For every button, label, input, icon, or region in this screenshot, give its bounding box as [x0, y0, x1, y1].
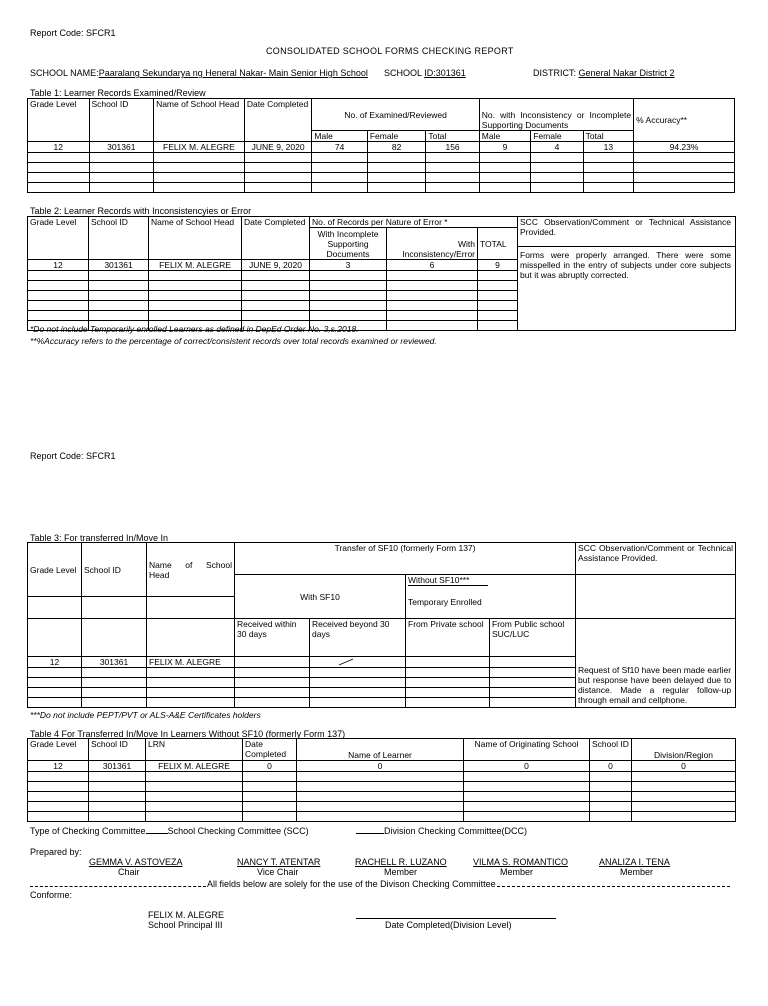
t1-head-in-total: Total [583, 131, 633, 142]
table-row [28, 802, 736, 812]
t1-head-accuracy: % Accuracy** [634, 99, 735, 142]
t3-head-school-id: School ID [82, 543, 147, 597]
t4-head-origin: Name of Originating School [464, 739, 590, 761]
t3-head-name: Name of School Head [147, 543, 235, 597]
t1-head: FELIX M. ALEGRE [154, 142, 245, 153]
t1-in-total: 13 [583, 142, 633, 153]
t1-grade: 12 [28, 142, 90, 153]
t2-head-grade: Grade Level [28, 217, 89, 260]
t1-head-inconsistency: No. with Inconsistency or Incomplete Supporting Documents [479, 99, 633, 131]
table2-note2: **%Accuracy refers to the percentage of correct/consistent records over total records examined or reviewed. [30, 336, 437, 346]
t3-head-public: From Public school SUC/LUC [490, 619, 576, 657]
district-label: DISTRICT: [533, 68, 579, 78]
table-row [28, 153, 735, 163]
table-row [28, 761, 736, 772]
t1-head-in-female: Female [531, 131, 583, 142]
table1 [27, 98, 735, 193]
t3-school-id: 301361 [82, 657, 147, 668]
t4-date: 0 [243, 761, 297, 772]
t1-in-male: 9 [479, 142, 530, 153]
division-divider [30, 879, 730, 889]
principal-title: School Principal III [148, 920, 223, 930]
table-row [28, 782, 736, 792]
t4-learner: 0 [297, 761, 464, 772]
table1-caption: Table 1: Learner Records Examined/Review [30, 88, 206, 98]
report-title: CONSOLIDATED SCHOOL FORMS CHECKING REPORT [266, 46, 514, 56]
t2-head-incomplete: With Incomplete Supporting Documents [310, 228, 387, 260]
t2-head: FELIX M. ALEGRE [149, 260, 242, 271]
table-row [28, 792, 736, 802]
table-row [28, 173, 735, 183]
t4-head-school-id2: School ID [590, 739, 632, 761]
school-id-row [384, 68, 466, 78]
t2-head-nature: No. of Records per Nature of Error * [310, 217, 518, 228]
conforme-label: Conforme: [30, 890, 73, 900]
t1-date: JUNE 9, 2020 [244, 142, 312, 153]
t1-head-grade: Grade Level [28, 99, 90, 142]
table4-caption: Table 4 For Transferred In/Move In Learners Without SF10 (formerly Form 137) [30, 729, 346, 739]
report-code: Report Code: SFCR1 [30, 28, 116, 38]
t2-incomplete: 3 [310, 260, 387, 271]
signatory-role: Vice Chair [257, 867, 299, 877]
t3-head: FELIX M. ALEGRE [147, 657, 235, 668]
t2-head-scc: SCC Observation/Comment or Technical Assistance Provided. [520, 217, 732, 237]
t4-head-lrn: LRN [146, 739, 243, 761]
t2-head-school-id: School ID [89, 217, 149, 260]
committee-type-row [30, 826, 309, 836]
school-name-row [30, 68, 368, 78]
signatory-name: VILMA S. ROMANTICO [473, 857, 569, 867]
table2-note1: *Do not include Temporarily enrolled Learners as defined in DepEd Order No. 3,s.2018. [30, 324, 359, 334]
t2-head-inconsistency: With Inconsistency/Error [387, 228, 478, 260]
t3-head-without-sf10: Without SF10*** [408, 575, 488, 586]
t1-head-name: Name of School Head [154, 99, 245, 142]
t4-grade: 12 [28, 761, 89, 772]
t4-lrn: FELIX M. ALEGRE [146, 761, 243, 772]
t1-head-school-id: School ID [89, 99, 154, 142]
district-row [533, 68, 675, 78]
t3-slash-cell [310, 657, 406, 668]
signatory-name: ANALIZA I. TENA [599, 857, 670, 867]
t1-ex-female: 82 [367, 142, 425, 153]
table3-note: ***Do not include PEPT/PVT or ALS-A&E Certificates holders [30, 710, 261, 720]
t2-inconsistency: 6 [387, 260, 478, 271]
t3-head-transfer: Transfer of SF10 (formerly Form 137) [235, 543, 576, 575]
t1-head-ex-female: Female [367, 131, 425, 142]
signatory-role: Member [620, 867, 654, 877]
t2-date: JUNE 9, 2020 [242, 260, 310, 271]
t3-head-private: From Private school [406, 619, 490, 657]
committee-scc: School Checking Committee (SCC) [167, 826, 309, 836]
t2-scc-cell [518, 217, 736, 331]
t1-head-in-male: Male [479, 131, 530, 142]
t3-head-temporary: Temporary Enrolled [406, 597, 576, 619]
t3-head-scc: SCC Observation/Comment or Technical Assistance Provided. [576, 543, 736, 575]
school-name-value: Paaralang Sekundarya ng Heneral Nakar- Main Senior High School [98, 68, 368, 78]
prepared-by: Prepared by: [30, 847, 82, 857]
t4-head-division: Division/Region [632, 739, 736, 761]
table2-caption: Table 2: Learner Records with Inconsistencyies or Error [30, 206, 252, 216]
table-row [28, 772, 736, 782]
t3-head-with-sf10: With SF10 [235, 575, 406, 619]
committee-type-label: Type of Checking Committee [30, 826, 146, 836]
t4-head-school-id: School ID [89, 739, 146, 761]
signatory-role: Member [500, 867, 534, 877]
t3-comment: Request of Sf10 have been made earlier but response have been delayed due to distance. Made a regular follow-up through email and cellphone. [576, 619, 736, 708]
t2-comment: Forms were properly arranged. There were some misspelled in the entry of subjects under core subjects but it was abruptly corrected. [520, 250, 732, 280]
school-id-value: ID:301361 [424, 68, 466, 78]
principal-name: FELIX M. ALEGRE [148, 910, 225, 920]
committee-dcc: Division Checking Committee(DCC) [384, 826, 528, 836]
date-signature-line [356, 918, 556, 919]
t1-ex-total: 156 [426, 142, 479, 153]
table-row [28, 142, 735, 153]
t2-school-id: 301361 [89, 260, 149, 271]
slash-mark-icon [338, 658, 358, 666]
report-code-page2: Report Code: SFCR1 [30, 451, 116, 461]
t1-in-female: 4 [531, 142, 583, 153]
t4-school-id: 301361 [89, 761, 146, 772]
committee-dcc-row [356, 826, 527, 836]
t3-head-grade: Grade Level [28, 543, 82, 597]
table-row [28, 183, 735, 193]
division-divider-text: All fields below are solely for the use of the Divison Checking Committee [207, 879, 496, 889]
signatory-name: GEMMA V. ASTOVEZA [89, 857, 183, 867]
table4 [27, 738, 736, 822]
t4-school-id2: 0 [590, 761, 632, 772]
table2 [27, 216, 736, 331]
t3-head-beyond30: Received beyond 30 days [310, 619, 406, 657]
t4-origin: 0 [464, 761, 590, 772]
t3-head-without-sf10-cell [406, 575, 576, 597]
t3-head-within30: Received within 30 days [235, 619, 310, 657]
t2-grade: 12 [28, 260, 89, 271]
table-row [28, 812, 736, 822]
signatory-role: Member [384, 867, 418, 877]
table3 [27, 542, 736, 708]
table-row [28, 163, 735, 173]
t2-head-date: Date Completed [242, 217, 310, 260]
t1-school-id: 301361 [89, 142, 154, 153]
t1-ex-male: 74 [312, 142, 367, 153]
t4-head-grade: Grade Level [28, 739, 89, 761]
district-value: General Nakar District 2 [578, 68, 675, 78]
signatory-name: RACHELL R. LUZANO [355, 857, 447, 867]
t1-head-date: Date Completed [244, 99, 312, 142]
t4-head-date: Date Completed [243, 739, 297, 761]
table3-caption: Table 3: For transferred In/Move In [30, 533, 169, 543]
t4-division: 0 [632, 761, 736, 772]
signatory-name: NANCY T. ATENTAR [237, 857, 321, 867]
signatory-role: Chair [118, 867, 140, 877]
t1-accuracy: 94.23% [634, 142, 735, 153]
t2-head-total: TOTAL [478, 228, 518, 260]
t2-total: 9 [478, 260, 518, 271]
t1-head-examined: No. of Examined/Reviewed [312, 99, 479, 131]
t1-head-ex-total: Total [426, 131, 479, 142]
t3-grade: 12 [28, 657, 82, 668]
t2-head-name: Name of School Head [149, 217, 242, 260]
t1-head-ex-male: Male [312, 131, 367, 142]
school-name-label: SCHOOL NAME: [30, 68, 99, 78]
date-completed-division: Date Completed(Division Level) [385, 920, 512, 930]
school-id-label: SCHOOL [384, 68, 425, 78]
t3-empty-cell [576, 575, 736, 619]
t4-head-learner: Name of Learner [297, 739, 464, 761]
